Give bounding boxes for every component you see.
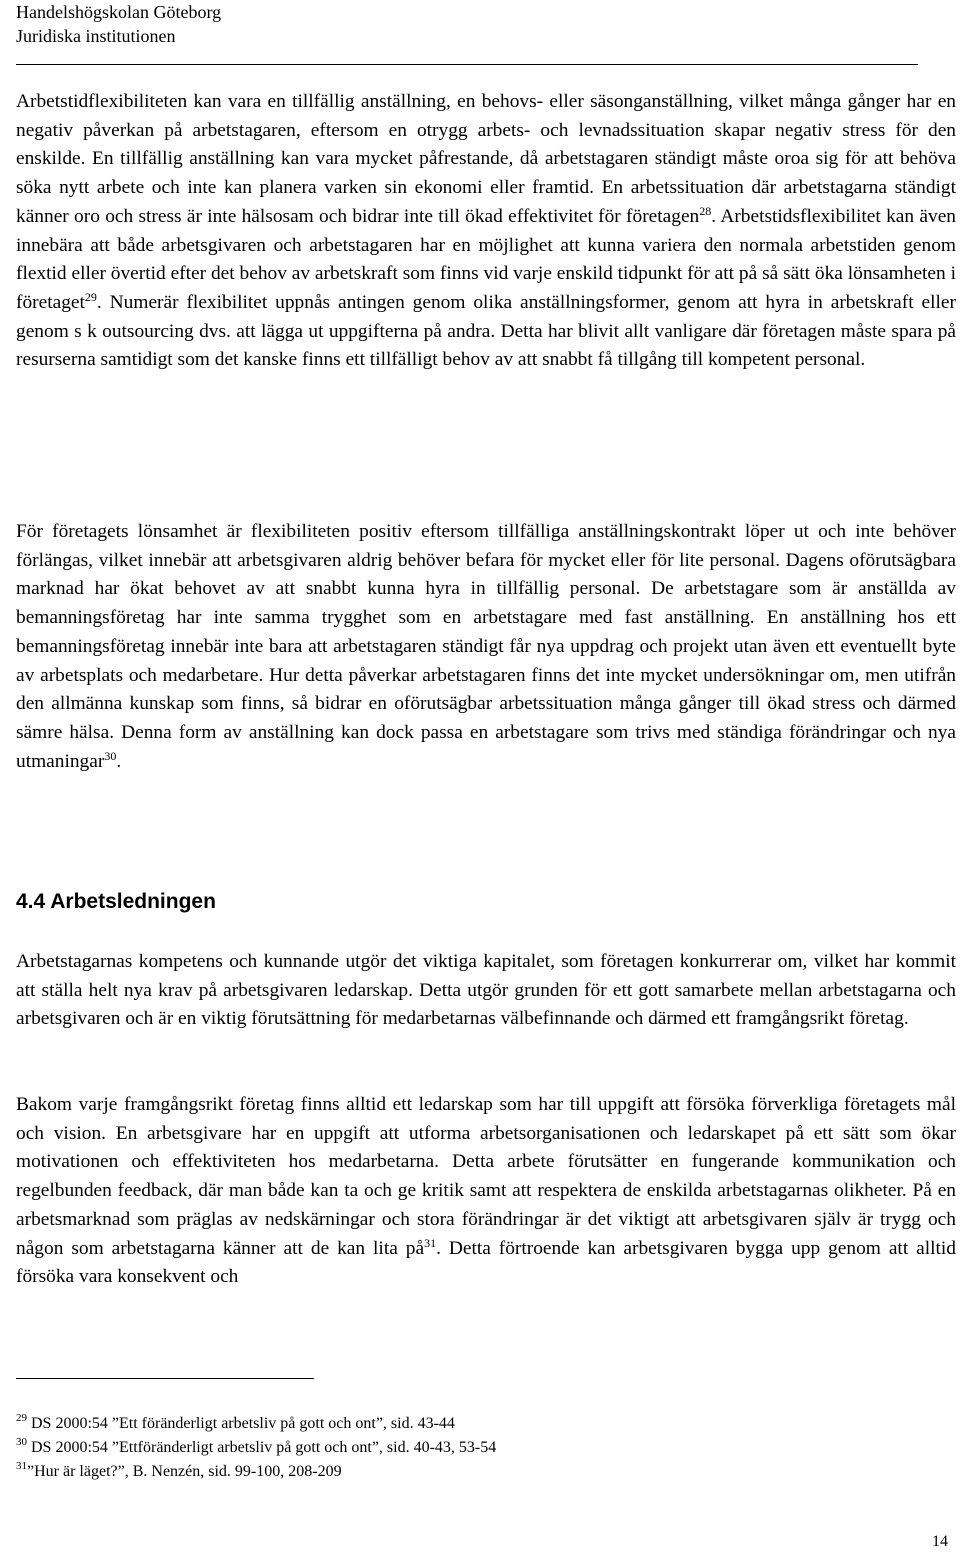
footnote-ref-29: 29 — [84, 289, 97, 304]
paragraph-1-text-a: Arbetstidflexibiliteten kan vara en tillfällig anställning, en behovs- eller säsonganställning, vilket många gånger har en negativ påverkan på arbetstagaren, eftersom en otrygg arbets- och levnadssituation skapar negativ stress för den enskilde. En tillfällig anställning kan vara mycket påfrestande, då arbetstagaren ständigt måste oroa sig för att behöva söka nytt arbete och inte kan planera varken sin ekonomi eller framtid. En arbetssituation där arbetstagarna ständigt känner oro och stress är inte hälsosam och bidrar inte till ökad effektivitet för företagen — [16, 91, 956, 227]
page-number: 14 — [932, 1533, 948, 1550]
footnote-ref-31: 31 — [424, 1235, 437, 1250]
footnote-separator — [16, 1378, 314, 1379]
footnotes — [16, 1412, 916, 1484]
paragraph-4-text-a: Bakom varje framgångsrikt företag finns alltid ett ledarskap som har till uppgift att försöka förverkliga företagets mål och vision. En arbetsgivare har en uppgift att utforma arbetsorganisationen och ledarskapet på ett sätt som ökar motivationen och effektiviteten hos medarbetarna. Detta arbete förutsätter en fungerande kommunikation och regelbunden feedback, där man både kan ta och ge kritik samt att respektera de enskilda arbetstagarnas olikheter. På en arbetsmarknad som präglas av nedskärningar och stora förändringar är det viktigt att arbetsgivaren själv är trygg och någon som arbetstagarna känner att de kan lita på — [16, 1094, 956, 1259]
footnote-number: 29 — [16, 1412, 27, 1424]
footnote — [16, 1460, 916, 1484]
paragraph-1-text-b: . Arbetstidsflexibilitet kan även innebära att både arbetsgivaren och arbetstagaren har en möjlighet att kunna variera den normala arbetstiden genom flextid eller övertid efter det behov av arbetskraft som finns vid varje enskild tidpunkt för att på så sätt öka lönsamheten i företaget — [16, 205, 956, 313]
header-institution: Handelshögskolan Göteborg — [16, 2, 222, 22]
footnote-ref-28: 28 — [699, 203, 712, 218]
footnote — [16, 1436, 916, 1460]
paragraph-2-text-a: För företagets lönsamhet är flexibiliteten positiv eftersom tillfälliga anställningskontrakt löper ut och inte behöver förlängas, vilket innebär att arbetsgivaren aldrig behöver befara för mycket eller för lite personal. Dagens oförutsägbara marknad har ökat behovet av att snabbt kunna hyra in tillfällig personal. De arbetstagare som är anställda av bemanningsföretag har inte samma trygghet som en arbetstagare med fast anställning. En anställning hos ett bemanningsföretag innebär inte bara att arbetstagaren ständigt får nya uppdrag och projekt utan även ett eventuellt byte av arbetsplats och medarbetare. Hur detta påverkar arbetstagaren finns det inte mycket undersökningar om, men utifrån den allmänna kunskap som finns, så bidrar en oförutsägbar arbetssituation många gånger till ökad stress och därmed sämre hälsa. Denna form av anställning kan dock passa en arbetstagare som trivs med ständiga förändringar och nya utmaningar — [16, 521, 956, 772]
footnote-text: ”Hur är läget?”, B. Nenzén, sid. 99-100, 208-209 — [27, 1463, 342, 1480]
paragraph-3 — [16, 948, 956, 1034]
footnote-number: 30 — [16, 1436, 27, 1448]
paragraph-4 — [16, 1091, 956, 1292]
paragraph-2 — [16, 518, 956, 776]
paragraph-1 — [16, 88, 956, 375]
paragraph-4-text-b: . Detta förtroende kan arbetsgivaren bygga upp genom att alltid försöka vara konsekvent och — [16, 1237, 956, 1288]
paragraph-2-text-b: . — [116, 750, 122, 772]
footnote — [16, 1412, 916, 1436]
section-heading: 4.4 Arbetsledningen — [16, 890, 216, 913]
header-department: Juridiska institutionen — [16, 26, 176, 46]
footnote-text: DS 2000:54 ”Ettföränderligt arbetsliv på gott och ont”, sid. 40-43, 53-54 — [27, 1439, 497, 1456]
paragraph-1-text-c: . Numerär flexibilitet uppnås antingen genom olika anställningsformer, genom att hyra in arbetskraft eller genom s k outsourcing dvs. att lägga ut uppgifterna på andra. Detta har blivit allt vanligare där företagen måste spara på resurserna samtidigt som det kanske finns ett tillfälligt behov av att snabbt få tillgång till kompetent personal. — [16, 291, 956, 371]
page-header — [16, 0, 918, 65]
paragraph-3-text: Arbetstagarnas kompetens och kunnande utgör det viktiga kapitalet, som företagen konkurrerar om, vilket har kommit att ställa helt nya krav på arbetsgivaren ledarskap. Detta utgör grunden för ett gott samarbete mellan arbetstagarna och arbetsgivaren och är en viktig förutsättning för medarbetarnas välbefinnande och därmed ett framgångsrikt företag. — [16, 951, 956, 1030]
footnote-ref-30: 30 — [104, 748, 117, 763]
footnote-number: 31 — [16, 1460, 27, 1472]
footnote-text: DS 2000:54 ”Ett föränderligt arbetsliv på gott och ont”, sid. 43-44 — [27, 1415, 455, 1432]
